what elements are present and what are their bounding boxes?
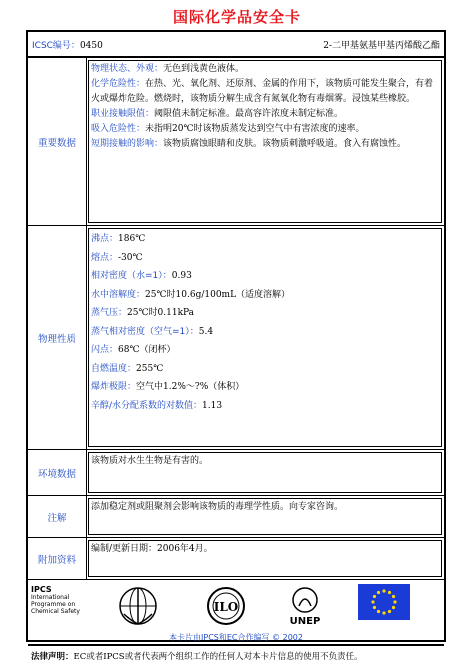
- item-value: 无色到浅黄色液体。: [163, 64, 245, 74]
- data-item: [91, 107, 439, 122]
- item-key: 吸入危险性：: [91, 124, 146, 134]
- item-value: 25℃时10.6g/100mL（适度溶解）: [145, 289, 291, 300]
- eu-star-icon: [382, 589, 385, 592]
- legal-notice: 法律声明：EC或者IPCS或者代表两个组织工作的任何人对本卡片信息的使用不负责任。: [31, 652, 363, 662]
- item-value: 未指明20℃时该物质蒸发达到空气中有害浓度的速率。: [145, 124, 365, 134]
- item-key: 沸点：: [91, 234, 119, 244]
- item-key: 水中溶解度：: [91, 289, 146, 300]
- eu-flag-icon: [358, 584, 410, 620]
- physical-content: [88, 228, 442, 447]
- section-label: 重要数据: [28, 58, 87, 225]
- section-additional: [28, 538, 444, 580]
- section-label: 物理性质: [28, 226, 87, 449]
- section-environment: [28, 450, 444, 496]
- eu-star-icon: [392, 606, 395, 609]
- data-item: [91, 62, 439, 77]
- item-value: 255℃: [136, 363, 164, 374]
- item-key: 蒸气压：: [91, 308, 128, 318]
- item-key: 短期接触的影响：: [91, 139, 164, 149]
- item-value: 186℃: [118, 234, 146, 244]
- eu-star-icon: [371, 600, 374, 603]
- item-key: 闪点：: [91, 345, 119, 355]
- credit-text: 本卡片由IPCS和EC合作编写 © 2002: [169, 633, 303, 642]
- item-key: 物理状态、外观：: [91, 64, 164, 74]
- chemical-name: 2-二甲基氨基甲基丙烯酸乙酯: [323, 41, 440, 51]
- data-item: [91, 122, 439, 137]
- data-item: [91, 304, 439, 323]
- section-important: [28, 58, 444, 226]
- important-content: [88, 60, 442, 223]
- item-value: 25℃时0.11kPa: [127, 308, 195, 318]
- section-label: 注解: [28, 496, 87, 537]
- card-title: 国际化学品安全卡: [172, 8, 301, 26]
- additional-content: 编制/更新日期：2006年4月。: [88, 540, 442, 577]
- item-value: 68℃（闭杯）: [118, 345, 176, 355]
- section-notes: [28, 496, 444, 538]
- section-physical: [28, 226, 444, 450]
- item-value: 在热、光、氧化剂、还原剂、金属的作用下，该物质可能发生聚合，有着火或爆炸危险。燃烧时，该物质分解生成含有氮氧化物有毒烟雾。浸蚀某些橡胶。: [91, 79, 434, 104]
- footer-logos: [28, 580, 444, 646]
- eu-star-icon: [393, 600, 396, 603]
- data-item: [91, 77, 439, 107]
- item-value: 阈限值未制定标准。最高容许浓度未制定标准。: [154, 109, 344, 119]
- item-key: 相对密度（水=1）：: [91, 271, 172, 281]
- data-item: [91, 267, 439, 286]
- unep-logo-icon: [284, 584, 326, 628]
- eu-star-icon: [377, 610, 380, 613]
- eu-star-icon: [382, 611, 385, 614]
- data-item: [91, 286, 439, 305]
- item-value: 空气中1.2%～?%（体积）: [136, 382, 245, 392]
- data-item: [91, 323, 439, 342]
- item-key: 爆炸极限：: [91, 382, 137, 392]
- section-label: 环境数据: [28, 450, 87, 495]
- eu-star-icon: [388, 591, 391, 594]
- item-key: 职业接触限值：: [91, 109, 155, 119]
- svg-text:ILO: ILO: [213, 600, 239, 614]
- card-header: [28, 32, 444, 58]
- icsc-number: ICSC编号：0450: [32, 41, 103, 51]
- item-value: 该物质腐蚀眼睛和皮肤。该物质刺激呼吸道。食入有腐蚀性。: [163, 139, 407, 149]
- item-value: 5.4: [198, 326, 214, 337]
- item-value: 1.13: [202, 400, 223, 411]
- item-key: 蒸气相对密度（空气=1）：: [91, 326, 199, 337]
- eu-star-icon: [377, 591, 380, 594]
- item-key: 自燃温度：: [91, 363, 137, 374]
- eu-star-icon: [392, 595, 395, 598]
- item-key: 化学危险性：: [91, 79, 146, 89]
- section-label: 附加资料: [28, 538, 87, 579]
- safety-card: [26, 30, 446, 662]
- ilo-logo-icon: [204, 584, 248, 628]
- who-logo-icon: [116, 584, 160, 628]
- data-item: [91, 360, 439, 379]
- item-value: -30℃: [118, 252, 143, 263]
- data-item: [91, 378, 439, 397]
- eu-star-icon: [373, 606, 376, 609]
- eu-star-icon: [388, 610, 391, 613]
- data-item: [91, 137, 439, 152]
- data-item: [91, 397, 439, 416]
- ipcs-logo-text: IPCS International Programme on Chemical Safety: [31, 585, 80, 615]
- environment-content: 该物质对水生生物是有害的。: [88, 452, 442, 493]
- notes-content: 添加稳定剂或阻聚剂会影响该物质的毒理学性质。向专家咨询。: [88, 498, 442, 535]
- item-value: 0.93: [171, 271, 192, 281]
- data-item: [91, 341, 439, 360]
- data-item: [91, 249, 439, 268]
- item-key: 辛醇/水分配系数的对数值：: [91, 400, 203, 411]
- item-key: 熔点：: [91, 252, 119, 263]
- eu-star-icon: [373, 595, 376, 598]
- data-item: [91, 230, 439, 249]
- svg-text:UNEP: UNEP: [289, 616, 321, 627]
